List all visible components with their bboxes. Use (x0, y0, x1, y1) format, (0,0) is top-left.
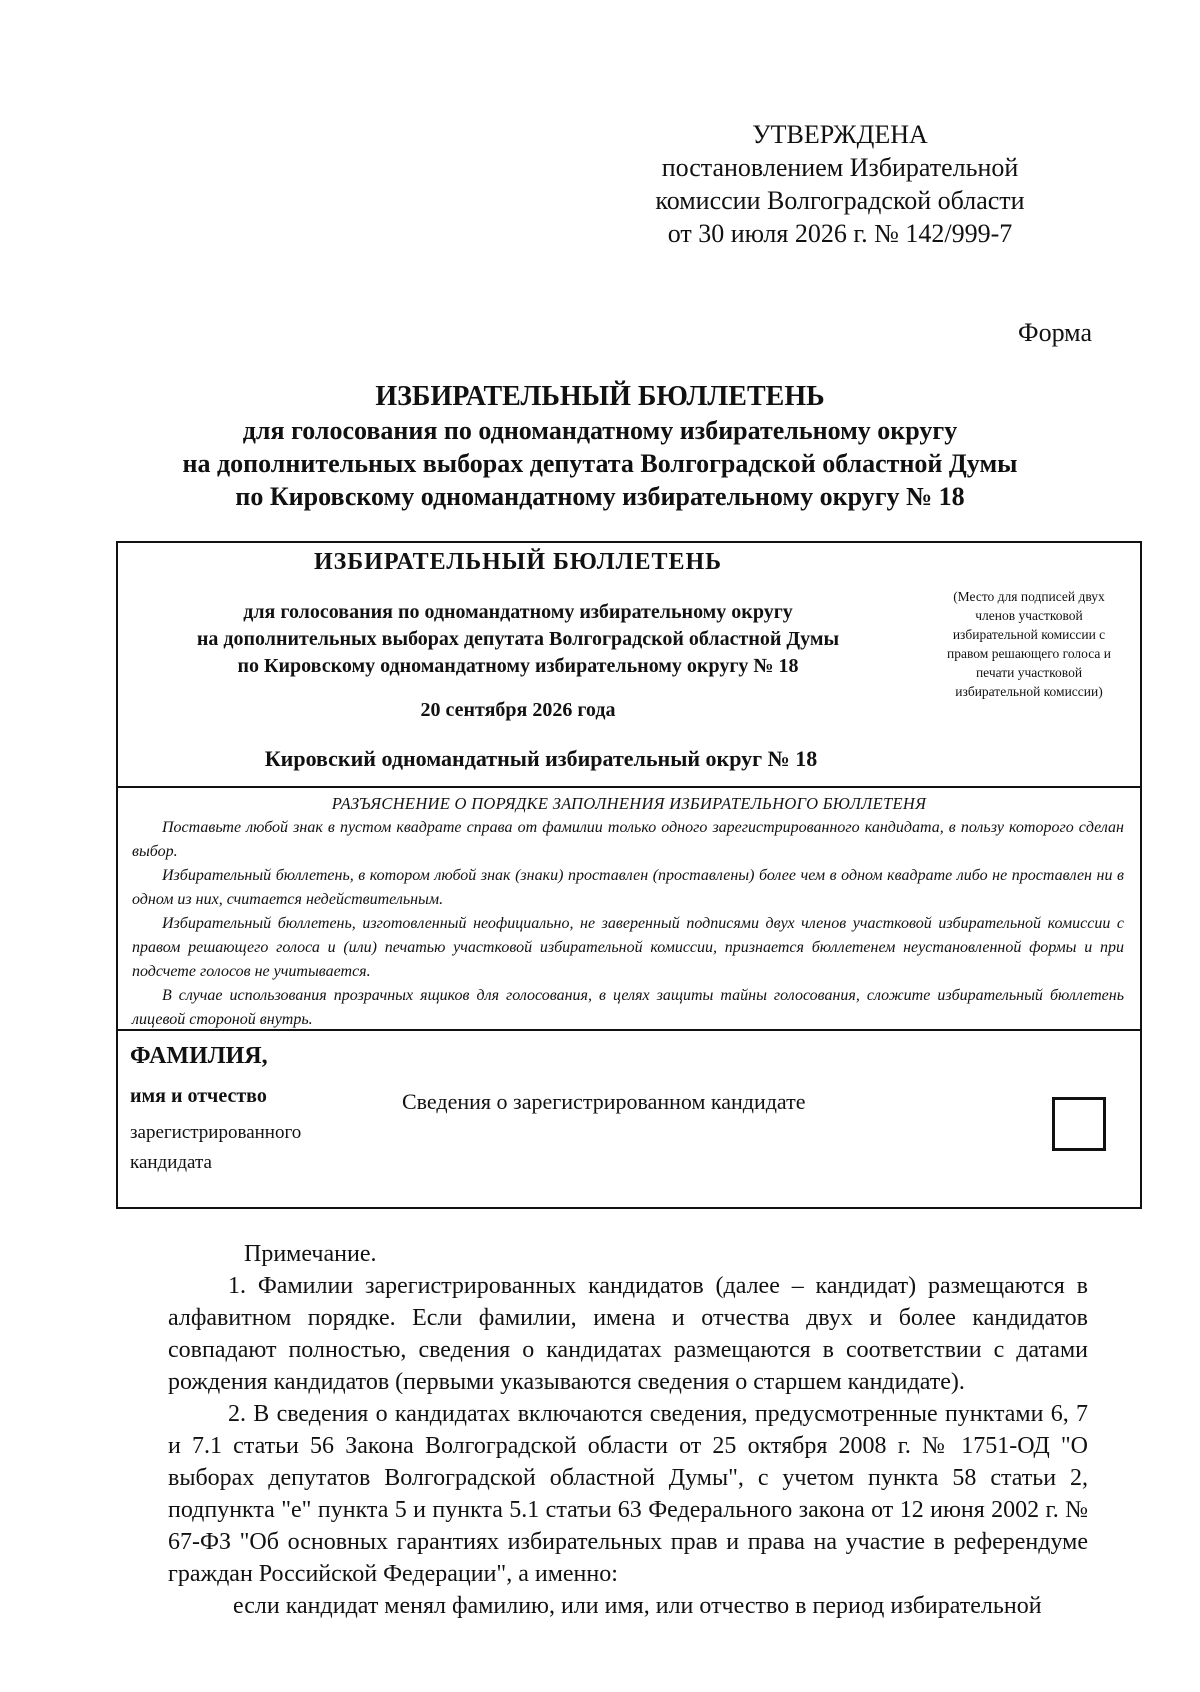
vote-checkbox[interactable] (1052, 1097, 1106, 1151)
ballot-title: ИЗБИРАТЕЛЬНЫЙ БЮЛЛЕТЕНЬ (313, 549, 723, 575)
signature-note-line: членов участковой (975, 608, 1083, 623)
ballot-form (116, 541, 1142, 1209)
signature-place-note (930, 587, 1128, 701)
candidate-label-line: зарегистрированного (130, 1122, 302, 1143)
ballot-header (118, 543, 1140, 788)
signature-note-line: печати участковой (975, 665, 1083, 680)
candidate-surname-label: ФАМИЛИЯ, (130, 1043, 268, 1069)
form-label: Форма (1018, 318, 1092, 347)
notes-paragraph: если кандидат менял фамилию, или имя, или отчество в период избирательной (233, 1593, 1042, 1619)
document-title: ИЗБИРАТЕЛЬНЫЙ БЮЛЛЕТЕНЬ (375, 381, 825, 412)
election-date: 20 сентября 2026 года (420, 699, 616, 721)
explanation-paragraph: В случае использования прозрачных ящиков для голосования, в целях защиты тайны голосования, сложите избирательный бюллетень лицевой стороной внутрь. (132, 987, 1124, 1028)
candidate-label-line: кандидата (130, 1152, 212, 1173)
ballot-subtitle (118, 599, 918, 680)
explanation-heading: РАЗЪЯСНЕНИЕ О ПОРЯДКЕ ЗАПОЛНЕНИЯ ИЗБИРАТЕЛЬНОГО БЮЛЛЕТЕНЯ (331, 794, 927, 813)
ballot-subtitle-line: на дополнительных выборах депутата Волгоградской областной Думы (196, 628, 840, 650)
approval-line: от 30 июля 2026 г. № 142/999-7 (667, 219, 1013, 248)
candidate-registered-label (130, 1118, 301, 1178)
signature-note-line: избирательной комиссии с (952, 627, 1106, 642)
document-subtitle-line: на дополнительных выборах депутата Волгоградской областной Думы (182, 449, 1018, 478)
approval-heading: УТВЕРЖДЕНА (752, 120, 928, 149)
ballot-subtitle-line: для голосования по одномандатному избирательному округу (243, 601, 793, 623)
document-title-block (100, 380, 1100, 513)
explanation-paragraph: Избирательный бюллетень, изготовленный неофициально, не заверенный подписями двух членов участковой избирательной комиссии с правом решающего голоса и (или) печатью участковой избирательной комиссии, признается бюллетенем неустановленной формы и при подсчете голосов не учитывается. (132, 915, 1124, 980)
document-subtitle-line: по Кировскому одномандатному избирательному округу № 18 (235, 482, 965, 511)
notes-title: Примечание. (244, 1241, 377, 1267)
ballot-subtitle-line: по Кировскому одномандатному избирательному округу № 18 (237, 655, 799, 677)
approval-block (600, 118, 1080, 250)
notes-paragraph: 1. Фамилии зарегистрированных кандидатов (далее – кандидат) размещаются в алфавитном порядке. Если фамилии, имена и отчества двух и более кандидатов совпадают полностью, сведения о кандидатах размещаются в соответствии с датами рождения кандидатов (первыми указываются сведения о старшем кандидате). (168, 1273, 1088, 1395)
explanation-paragraph: Избирательный бюллетень, в котором любой знак (знаки) проставлен (проставлены) более чем в одном квадрате либо не проставлен ни в одном из них, считается недействительным. (132, 867, 1124, 908)
approval-line: комиссии Волгоградской области (655, 186, 1025, 215)
signature-note-line: избирательной комиссии) (955, 684, 1103, 699)
signature-note-line: (Место для подписей двух (953, 589, 1105, 604)
candidate-row (118, 1031, 1140, 1205)
document-subtitle-line: для голосования по одномандатному избирательному округу (242, 416, 958, 445)
approval-line: постановлением Избирательной (661, 153, 1019, 182)
candidate-info: Сведения о зарегистрированном кандидате (402, 1089, 806, 1114)
explanation-paragraph: Поставьте любой знак в пустом квадрате справа от фамилии только одного зарегистрированного кандидата, в пользу которого сделан выбор. (132, 819, 1124, 860)
notes-section (168, 1238, 1088, 1622)
notes-paragraph: 2. В сведения о кандидатах включаются сведения, предусмотренные пунктами 6, 7 и 7.1 статьи 56 Закона Волгоградской области от 25 октября 2008 г. № 1751-ОД "О выборах депутатов Волгоградской областной Думы", с учетом пункта 58 статьи 2, подпункта "е" пункта 5 и пункта 5.1 статьи 63 Федерального закона от 12 июня 2002 г. № 67-ФЗ "Об основных гарантиях избирательных прав и права на участие в референдуме граждан Российской Федерации", а именно: (168, 1401, 1088, 1587)
election-district: Кировский одномандатный избирательный округ № 18 (264, 746, 818, 771)
candidate-name-label: имя и отчество (130, 1085, 267, 1107)
ballot-explanation (118, 788, 1140, 1031)
signature-note-line: правом решающего голоса и (947, 646, 1111, 661)
